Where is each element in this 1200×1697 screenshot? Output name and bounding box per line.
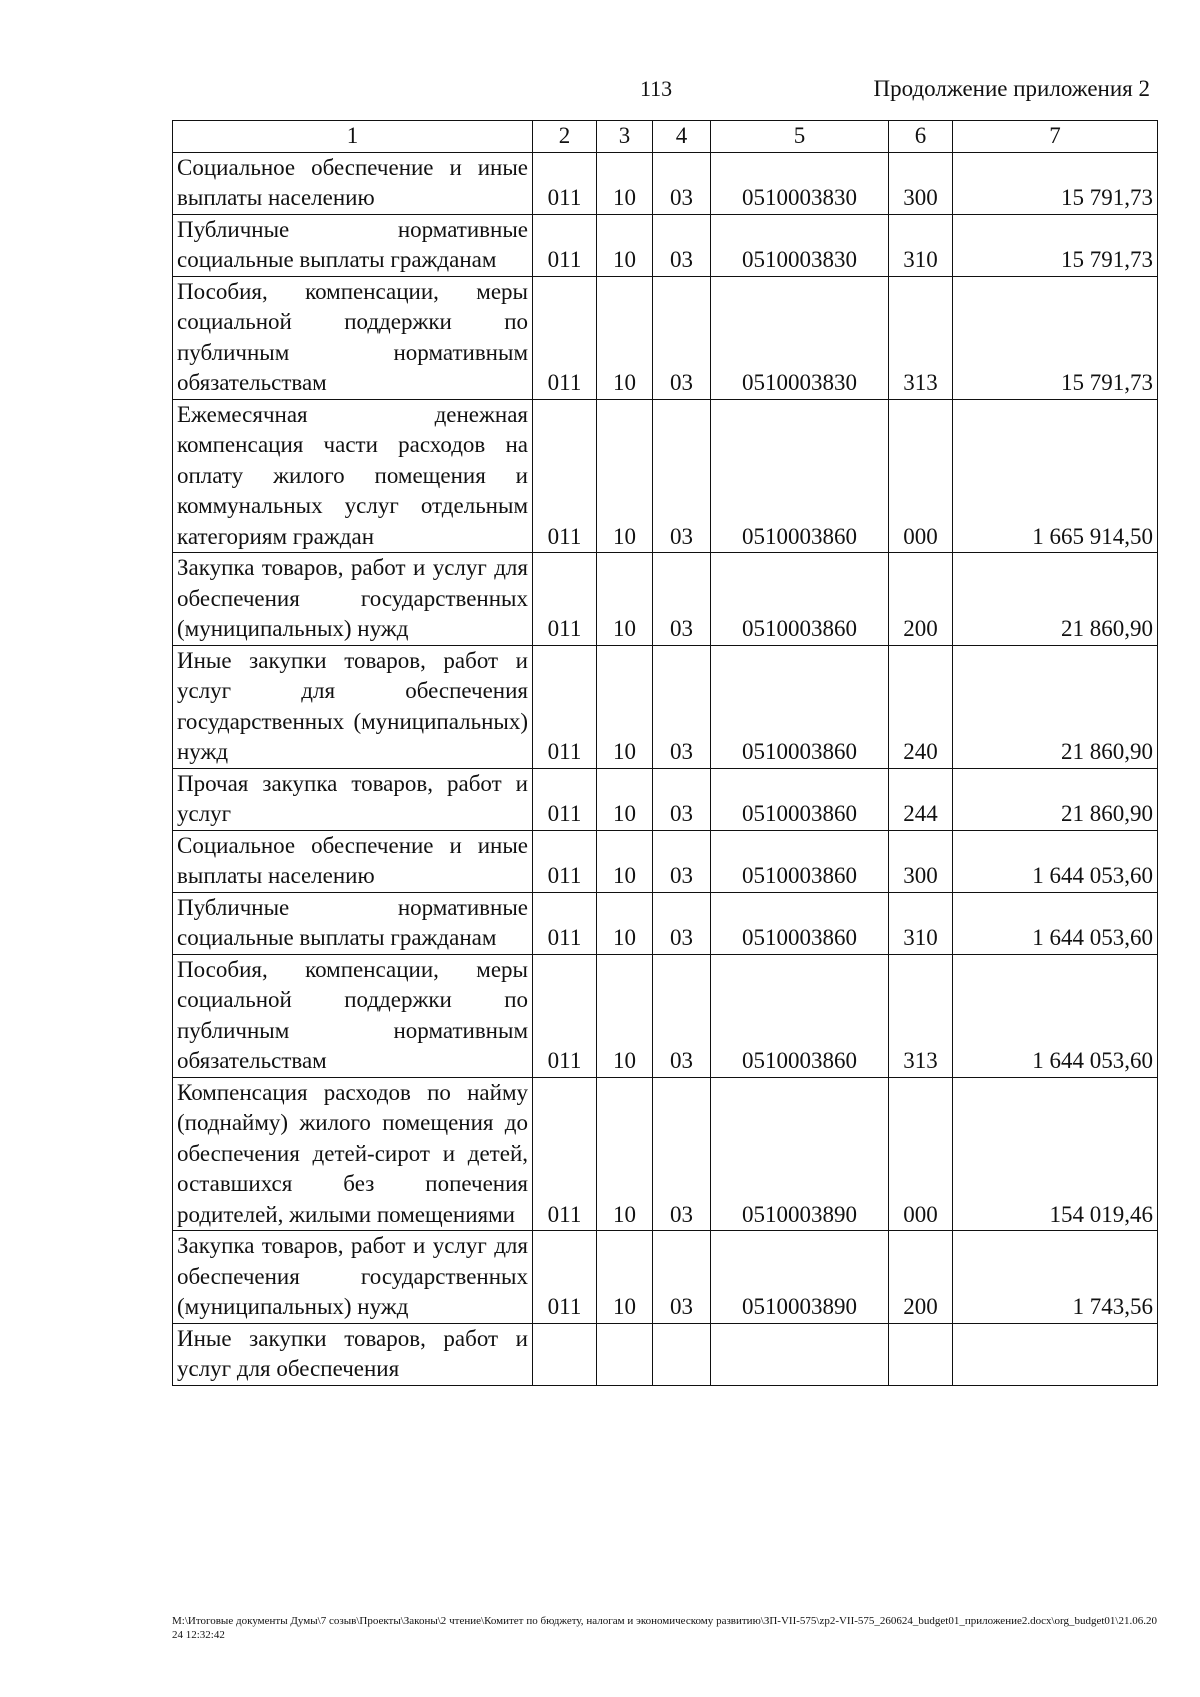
cell-col5: 0510003860 — [711, 892, 889, 954]
cell-col2: 011 — [533, 645, 597, 768]
table-row — [173, 645, 1158, 768]
cell-col6 — [889, 1323, 953, 1385]
cell-col4: 03 — [653, 892, 711, 954]
cell-amount: 21 860,90 — [953, 768, 1158, 830]
cell-col3: 10 — [597, 553, 653, 646]
cell-col2: 011 — [533, 214, 597, 276]
cell-name: Социальное обеспечение и иные выплаты населению — [173, 152, 533, 214]
header-row — [173, 121, 1158, 153]
col-header-7: 7 — [953, 121, 1158, 153]
cell-col3: 10 — [597, 1231, 653, 1324]
cell-col2: 011 — [533, 152, 597, 214]
cell-col6: 300 — [889, 152, 953, 214]
cell-col6: 310 — [889, 892, 953, 954]
cell-col5: 0510003830 — [711, 214, 889, 276]
page-number: 113 — [640, 76, 673, 101]
cell-col3: 10 — [597, 892, 653, 954]
col-header-1: 1 — [173, 121, 533, 153]
cell-col5: 0510003860 — [711, 830, 889, 892]
cell-col3: 10 — [597, 1077, 653, 1231]
cell-amount: 15 791,73 — [953, 276, 1158, 399]
cell-amount: 21 860,90 — [953, 645, 1158, 768]
table-row — [173, 152, 1158, 214]
cell-col5: 0510003860 — [711, 553, 889, 646]
table-row — [173, 399, 1158, 553]
budget-table — [172, 120, 1158, 1386]
cell-col3: 10 — [597, 399, 653, 553]
table-row — [173, 553, 1158, 646]
cell-col3: 10 — [597, 954, 653, 1077]
cell-col2: 011 — [533, 399, 597, 553]
cell-col5: 0510003890 — [711, 1231, 889, 1324]
cell-col2: 011 — [533, 1077, 597, 1231]
cell-name: Иные закупки товаров, работ и услуг для обеспечения — [173, 1323, 533, 1385]
cell-name: Прочая закупка товаров, работ и услуг — [173, 768, 533, 830]
table-row — [173, 1231, 1158, 1324]
cell-name: Пособия, компенсации, меры социальной поддержки по публичным нормативным обязательствам — [173, 954, 533, 1077]
table-row — [173, 830, 1158, 892]
cell-col6: 000 — [889, 1077, 953, 1231]
cell-col6: 200 — [889, 553, 953, 646]
cell-col4: 03 — [653, 645, 711, 768]
cell-col4: 03 — [653, 954, 711, 1077]
cell-name: Ежемесячная денежная компенсация части расходов на оплату жилого помещения и коммунальных услуг отдельным категориям граждан — [173, 399, 533, 553]
cell-col2: 011 — [533, 892, 597, 954]
cell-name: Социальное обеспечение и иные выплаты населению — [173, 830, 533, 892]
col-header-5: 5 — [711, 121, 889, 153]
cell-amount: 154 019,46 — [953, 1077, 1158, 1231]
table-row — [173, 892, 1158, 954]
cell-name: Публичные нормативные социальные выплаты гражданам — [173, 214, 533, 276]
cell-col6: 244 — [889, 768, 953, 830]
cell-col4: 03 — [653, 399, 711, 553]
cell-col4: 03 — [653, 152, 711, 214]
cell-col6: 313 — [889, 276, 953, 399]
cell-name: Закупка товаров, работ и услуг для обеспечения государственных (муниципальных) нужд — [173, 1231, 533, 1324]
file-path-footer: M:\Итоговые документы Думы\7 созыв\Проекты\Законы\2 чтение\Комитет по бюджету, налогам и экономическому развитию\ЗП-VII-575\zp2-VII-575_260624_budget01_приложение2.docx\org_budget01\21.06.2024 12:32:42 — [172, 1615, 1157, 1641]
cell-col2: 011 — [533, 830, 597, 892]
cell-col3: 10 — [597, 214, 653, 276]
cell-name: Компенсация расходов по найму (поднайму) жилого помещения до обеспечения детей-сирот и детей, оставшихся без попечения родителей, жилыми помещениями — [173, 1077, 533, 1231]
cell-amount: 1 644 053,60 — [953, 954, 1158, 1077]
cell-col3: 10 — [597, 830, 653, 892]
cell-col3: 10 — [597, 768, 653, 830]
cell-name: Иные закупки товаров, работ и услуг для обеспечения государственных (муниципальных) нужд — [173, 645, 533, 768]
cell-col4: 03 — [653, 1077, 711, 1231]
table-row — [173, 954, 1158, 1077]
cell-col6: 240 — [889, 645, 953, 768]
cell-amount: 21 860,90 — [953, 553, 1158, 646]
cell-col4 — [653, 1323, 711, 1385]
table-row — [173, 768, 1158, 830]
table-row — [173, 214, 1158, 276]
cell-col4: 03 — [653, 768, 711, 830]
cell-amount: 15 791,73 — [953, 152, 1158, 214]
cell-col4: 03 — [653, 830, 711, 892]
cell-col5: 0510003860 — [711, 768, 889, 830]
table-row — [173, 1323, 1158, 1385]
cell-amount: 1 644 053,60 — [953, 830, 1158, 892]
cell-col3 — [597, 1323, 653, 1385]
cell-amount: 1 665 914,50 — [953, 399, 1158, 553]
cell-col6: 310 — [889, 214, 953, 276]
cell-name: Пособия, компенсации, меры социальной поддержки по публичным нормативным обязательствам — [173, 276, 533, 399]
table-row — [173, 276, 1158, 399]
continuation-label: Продолжение приложения 2 — [873, 76, 1150, 101]
cell-col4: 03 — [653, 553, 711, 646]
cell-col4: 03 — [653, 276, 711, 399]
cell-name: Публичные нормативные социальные выплаты гражданам — [173, 892, 533, 954]
cell-col4: 03 — [653, 1231, 711, 1324]
cell-col6: 313 — [889, 954, 953, 1077]
cell-col2: 011 — [533, 954, 597, 1077]
cell-col5: 0510003860 — [711, 399, 889, 553]
col-header-6: 6 — [889, 121, 953, 153]
cell-col6: 200 — [889, 1231, 953, 1324]
cell-col3: 10 — [597, 645, 653, 768]
cell-col4: 03 — [653, 214, 711, 276]
cell-col3: 10 — [597, 152, 653, 214]
cell-col6: 000 — [889, 399, 953, 553]
cell-name: Закупка товаров, работ и услуг для обеспечения государственных (муниципальных) нужд — [173, 553, 533, 646]
cell-col5: 0510003860 — [711, 954, 889, 1077]
cell-col5: 0510003890 — [711, 1077, 889, 1231]
col-header-3: 3 — [597, 121, 653, 153]
cell-amount: 15 791,73 — [953, 214, 1158, 276]
cell-col3: 10 — [597, 276, 653, 399]
cell-col2: 011 — [533, 1231, 597, 1324]
cell-col5: 0510003830 — [711, 276, 889, 399]
cell-col6: 300 — [889, 830, 953, 892]
col-header-2: 2 — [533, 121, 597, 153]
cell-col2 — [533, 1323, 597, 1385]
table-row — [173, 1077, 1158, 1231]
cell-amount: 1 743,56 — [953, 1231, 1158, 1324]
cell-col5 — [711, 1323, 889, 1385]
cell-col2: 011 — [533, 276, 597, 399]
cell-amount — [953, 1323, 1158, 1385]
cell-col2: 011 — [533, 768, 597, 830]
col-header-4: 4 — [653, 121, 711, 153]
cell-col2: 011 — [533, 553, 597, 646]
cell-amount: 1 644 053,60 — [953, 892, 1158, 954]
cell-col5: 0510003860 — [711, 645, 889, 768]
cell-col5: 0510003830 — [711, 152, 889, 214]
